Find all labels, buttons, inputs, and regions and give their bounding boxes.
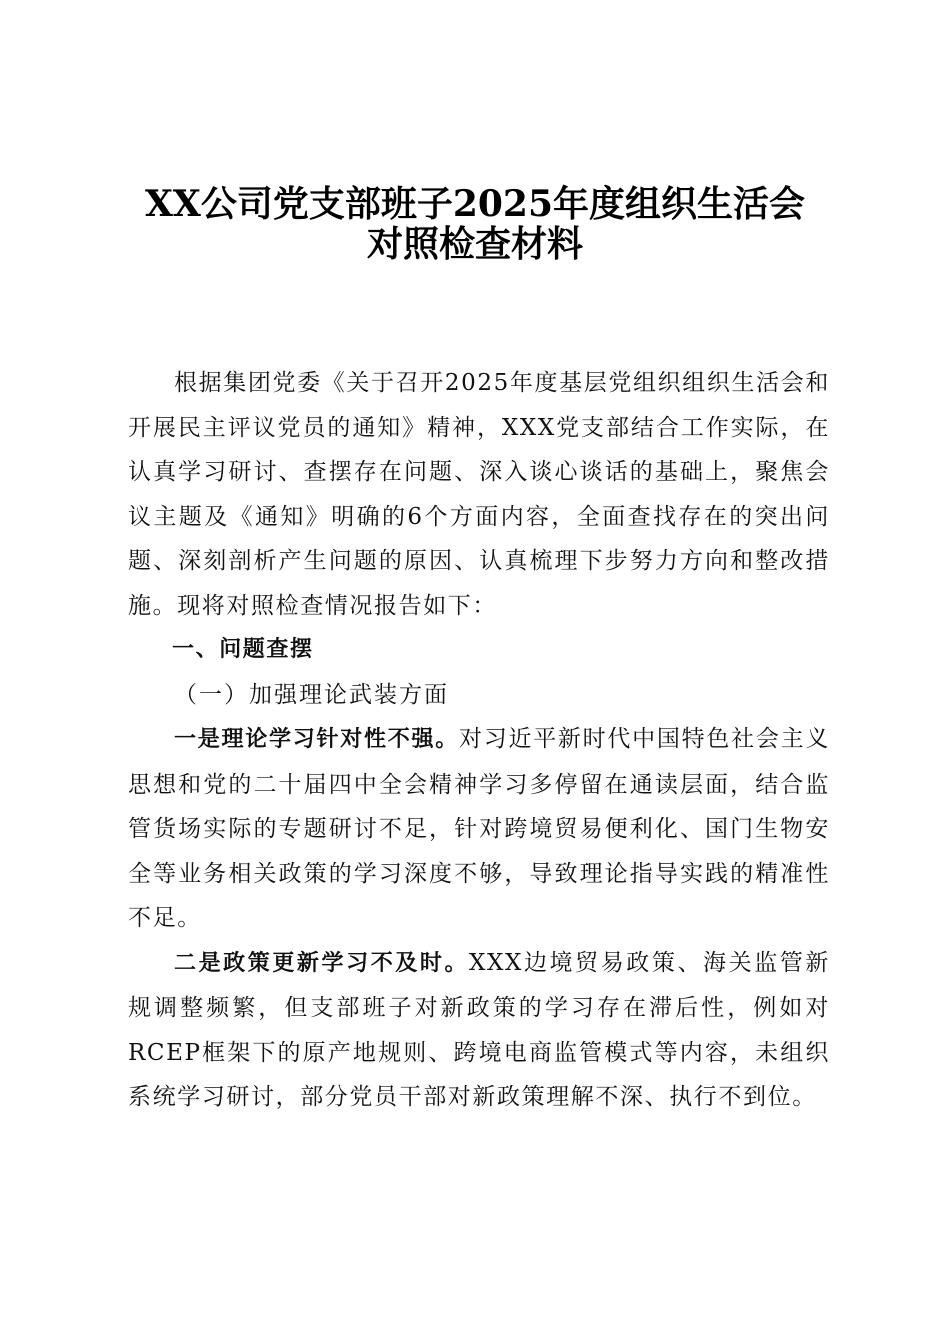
item-1-text: 对习近平新时代中国特色社会主义思想和党的二十届四中全会精神学习多停留在通读层面，结合监管货场实际的专题研讨不足，针对跨境贸易便利化、国门生物安全等业务相关政策的学习深度不够，导致理论指导实践的精准性不足。 [128,726,830,931]
item-paragraph-1 [128,717,830,941]
item-2-text: XXX边境贸易政策、海关监管新规调整频繁，但支部班子对新政策的学习存在滞后性，例如对RCEP框架下的原产地规则、跨境电商监管模式等内容，未组织系统学习研讨，部分党员干部对新政策理解不深、执行不到位。 [128,949,831,1110]
document-title-line-2: 对照检查材料 [366,223,583,265]
item-1-lead: 一是理论学习针对性不强。 [174,727,459,752]
document-title-line-1: XX公司党支部班子2025年度组织生活会 [144,183,806,225]
item-2-lead: 二是政策更新学习不及时。 [174,950,470,976]
subsection-heading-theory: （一）加强理论武装方面 [174,681,449,708]
item-paragraph-2 [128,941,830,1120]
section-heading-problems: 一、问题查摆 [172,637,314,662]
document-body [128,361,830,1120]
intro-paragraph: 根据集团党委《关于召开2025年度基层党组织组织生活会和开展民主评议党员的通知》精神，XXX党支部结合工作实际，在认真学习研讨、查摆存在问题、深入谈心谈话的基础上，聚焦会议主题及《通知》明确的6个方面内容，全面查找存在的突出问题、深刻剖析产生问题的原因、认真梳理下步努力方向和整改措施。现将对照检查情况报告如下： [128,370,830,619]
